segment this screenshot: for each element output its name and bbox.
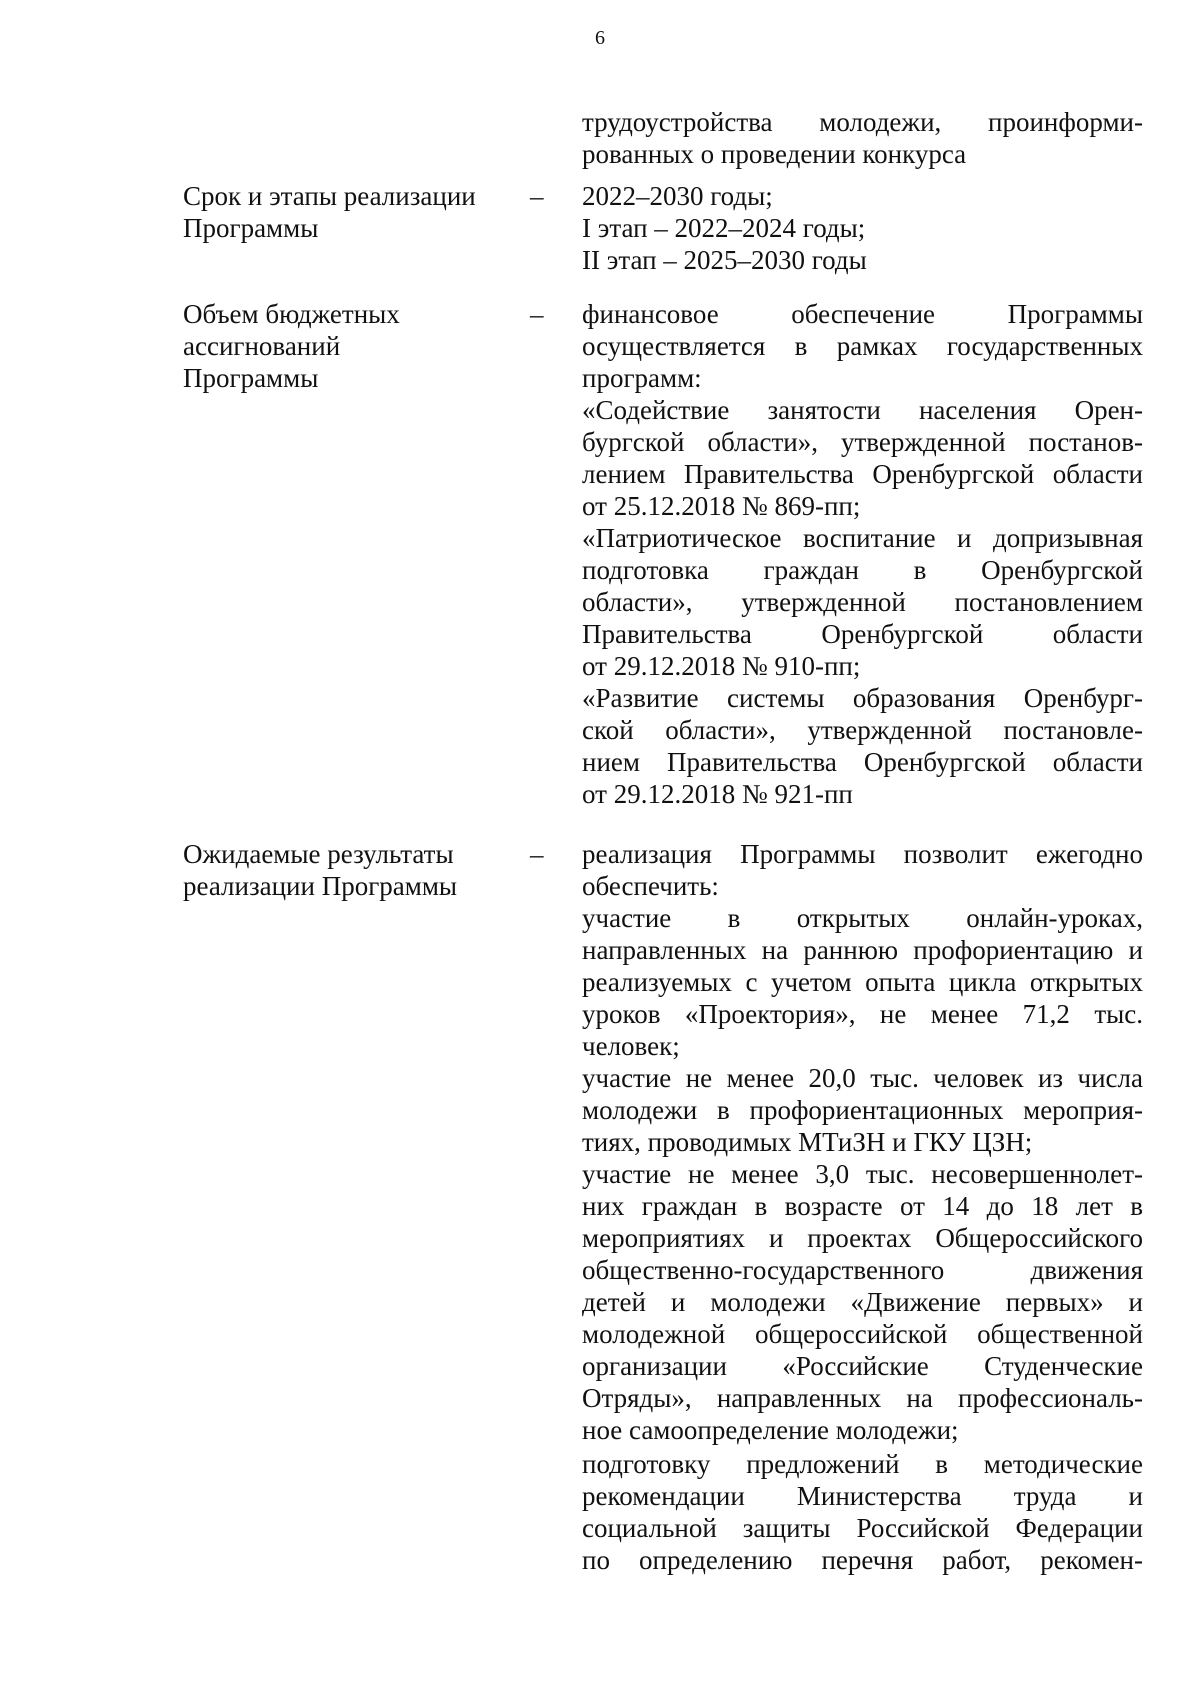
row-value-line: рекомендации Министерства труда и bbox=[582, 1481, 1143, 1511]
row-value-line: участие не менее 20,0 тыс. человек из числа bbox=[582, 1063, 1143, 1093]
row-label-line: Ожидаемые результаты bbox=[183, 839, 454, 869]
row-value-line: «Патриотическое воспитание и допризывная bbox=[582, 523, 1143, 553]
row-value-line: реализация Программы позволит ежегодно bbox=[582, 839, 1143, 869]
row-value-line: нием Правительства Оренбургской области bbox=[582, 747, 1143, 777]
row-value-line: области», утвержденной постановлением bbox=[582, 587, 1143, 617]
row-dash: – bbox=[530, 839, 544, 869]
page-number: 6 bbox=[595, 27, 605, 49]
row-value-line: от 29.12.2018 № 921-пп bbox=[582, 779, 853, 809]
row-value-line: подготовка граждан в Оренбургской bbox=[582, 555, 1143, 585]
row-value-line: направленных на раннюю профориентацию и bbox=[582, 935, 1143, 965]
intro-line: трудоустройства молодежи, проинформи- bbox=[582, 107, 1143, 137]
row-value-line: уроков «Проектория», не менее 71,2 тыс. bbox=[582, 999, 1143, 1029]
row-label-line: ассигнований bbox=[183, 331, 341, 361]
row-value-line: молодежной общероссийской общественной bbox=[582, 1319, 1143, 1349]
row-value-line: них граждан в возрасте от 14 до 18 лет в bbox=[582, 1191, 1143, 1221]
row-value-line: социальной защиты Российской Федерации bbox=[582, 1513, 1143, 1543]
row-value-line: от 29.12.2018 № 910-пп; bbox=[582, 651, 861, 681]
row-value-line: организации «Российские Студенческие bbox=[582, 1351, 1143, 1381]
row-value-line: от 25.12.2018 № 869-пп; bbox=[582, 491, 861, 521]
row-value-line: реализуемых с учетом опыта цикла открытых bbox=[582, 967, 1143, 997]
row-value-line: детей и молодежи «Движение первых» и bbox=[582, 1287, 1143, 1317]
row-value-line: лением Правительства Оренбургской области bbox=[582, 459, 1143, 489]
row-value-line: человек; bbox=[582, 1031, 680, 1061]
row-value-line: программ: bbox=[582, 363, 702, 393]
row-label-line: реализации Программы bbox=[183, 871, 458, 901]
row-label-line: Объем бюджетных bbox=[183, 299, 400, 329]
row-value-line: участие не менее 3,0 тыс. несовершеннолет- bbox=[582, 1159, 1143, 1189]
row-value-line: осуществляется в рамках государственных bbox=[582, 331, 1143, 361]
row-value-line: тиях, проводимых МТиЗН и ГКУ ЦЗН; bbox=[582, 1127, 1033, 1157]
row-dash: – bbox=[530, 299, 544, 329]
row-value-line: подготовку предложений в методические bbox=[582, 1449, 1143, 1479]
row-value-line: общественно-государственного движения bbox=[582, 1255, 1143, 1285]
intro-line: рованных о проведении конкурса bbox=[582, 139, 967, 169]
row-value-line: ное самоопределение молодежи; bbox=[582, 1415, 959, 1445]
row-dash: – bbox=[530, 181, 544, 211]
row-value-line: Правительства Оренбургской области bbox=[582, 619, 1143, 649]
row-label-line: Программы bbox=[183, 213, 319, 243]
row-value-line: по определению перечня работ, рекомен- bbox=[582, 1545, 1143, 1575]
row-value-line: ской области», утвержденной постановле- bbox=[582, 715, 1143, 745]
row-value-line: I этап – 2022–2024 годы; bbox=[582, 213, 866, 243]
row-label-line: Срок и этапы реализации bbox=[183, 181, 476, 211]
row-value-line: «Развитие системы образования Оренбург- bbox=[582, 683, 1143, 713]
row-value-line: бургской области», утвержденной постанов- bbox=[582, 427, 1143, 457]
row-value-line: финансовое обеспечение Программы bbox=[582, 299, 1143, 329]
row-value-line: 2022–2030 годы; bbox=[582, 181, 773, 211]
row-value-line: Отряды», направленных на профессиональ- bbox=[582, 1383, 1143, 1413]
row-value-line: II этап – 2025–2030 годы bbox=[582, 245, 867, 275]
row-value-line: мероприятиях и проектах Общероссийского bbox=[582, 1223, 1143, 1253]
row-label-line: Программы bbox=[183, 363, 319, 393]
row-value-line: молодежи в профориентационных мероприя- bbox=[582, 1095, 1143, 1125]
row-value-line: «Содействие занятости населения Орен- bbox=[582, 395, 1143, 425]
row-value-line: участие в открытых онлайн-уроках, bbox=[582, 903, 1143, 933]
row-value-line: обеспечить: bbox=[582, 871, 719, 901]
